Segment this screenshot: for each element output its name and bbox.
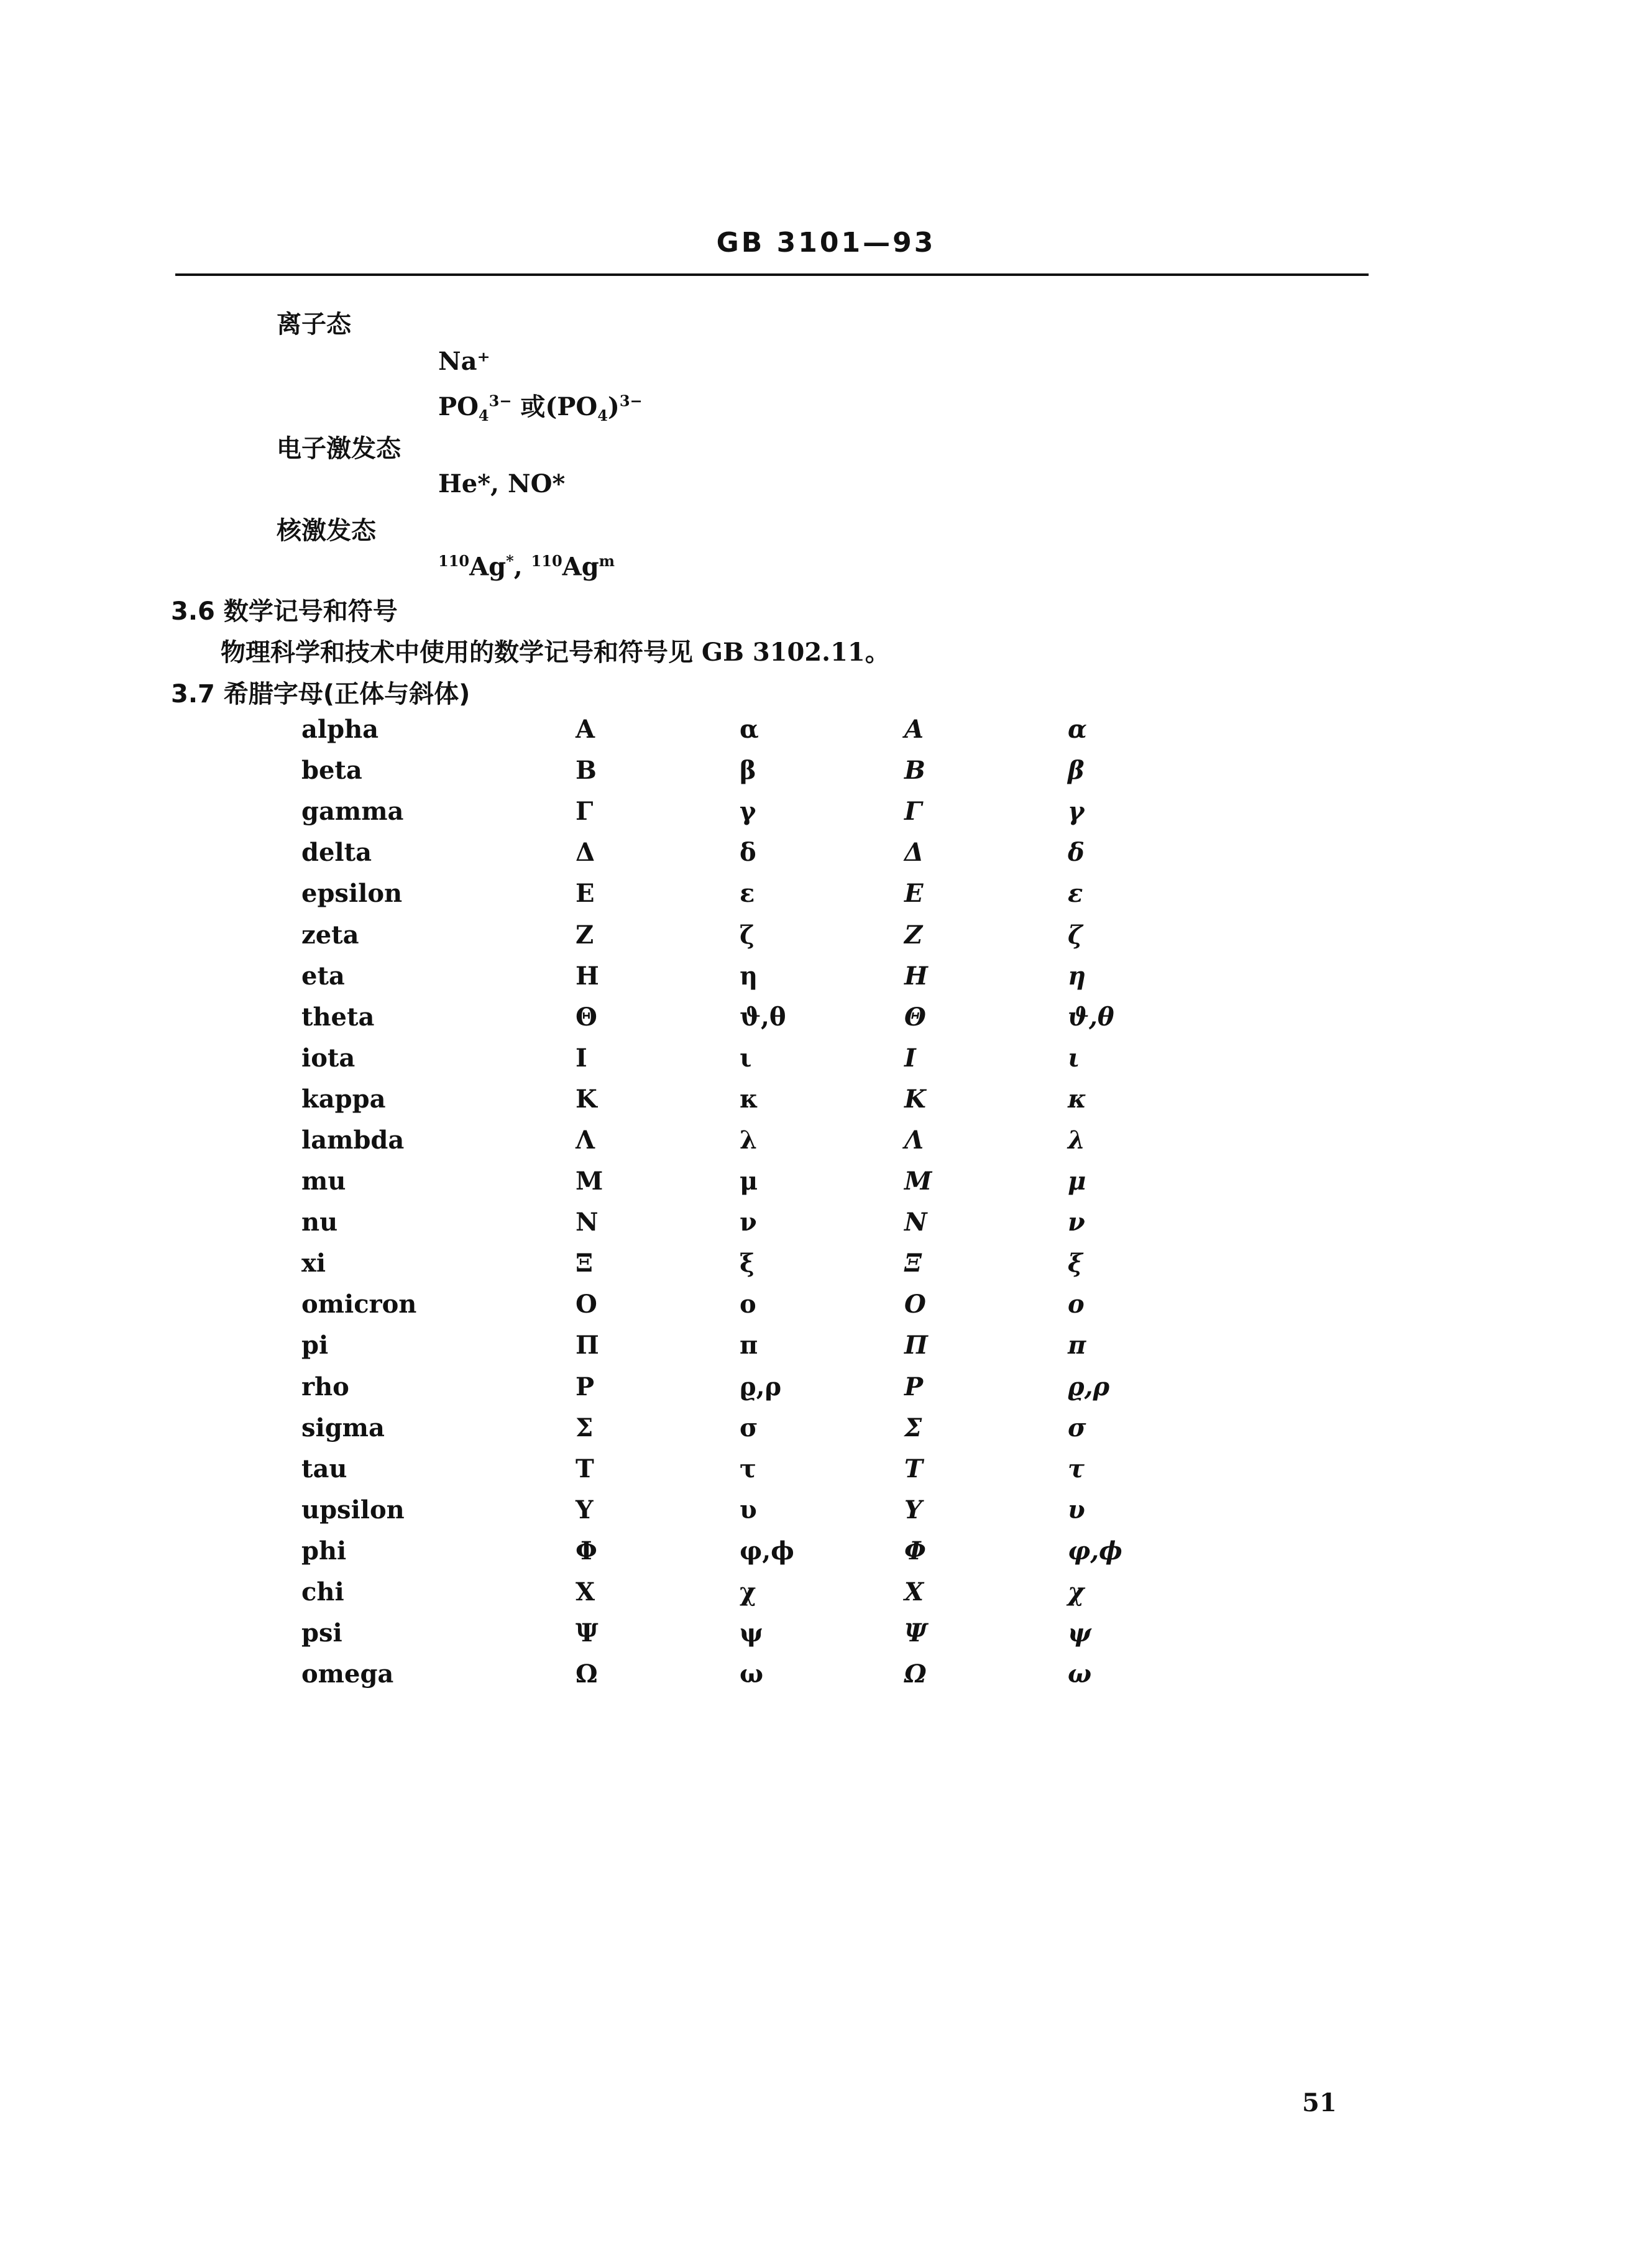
section-3-7-title: 3.7 希腊字母(正体与斜体) (171, 680, 470, 709)
upright-upper: Ε (576, 879, 595, 908)
greek-row-upsilon (0, 1495, 1652, 1536)
greek-name: iota (301, 1043, 356, 1073)
upright-upper: Λ (576, 1126, 595, 1155)
greek-name: epsilon (301, 879, 403, 908)
ag-star: * (506, 552, 514, 570)
greek-name: rho (301, 1372, 349, 1401)
upright-upper: Ζ (576, 920, 594, 950)
upright-upper: Χ (576, 1577, 595, 1607)
italic-lower: β (1068, 756, 1085, 785)
italic-upper: Ν (904, 1208, 927, 1237)
italic-lower: κ (1068, 1085, 1086, 1114)
italic-lower: π (1068, 1331, 1086, 1360)
upright-lower: ϱ,ρ (740, 1372, 782, 1401)
greek-row-xi (0, 1249, 1652, 1290)
italic-upper: Γ (904, 797, 922, 826)
upright-lower: ω (740, 1659, 764, 1689)
nuclear-excited-example (438, 552, 615, 581)
header-rule (175, 273, 1369, 276)
greek-row-iota (0, 1043, 1652, 1085)
greek-row-epsilon (0, 879, 1652, 920)
greek-row-omicron (0, 1290, 1652, 1331)
greek-row-lambda (0, 1126, 1652, 1167)
greek-letter-table (0, 715, 1652, 1709)
italic-upper: Φ (904, 1536, 926, 1566)
section-3-6-title: 3.6 数学记号和符号 (171, 597, 398, 626)
italic-upper: Μ (904, 1167, 932, 1196)
upright-lower: σ (740, 1413, 758, 1442)
italic-upper: Ω (904, 1659, 927, 1689)
po4-sup: 3− (489, 392, 512, 410)
italic-upper: Χ (904, 1577, 924, 1607)
greek-row-theta (0, 1002, 1652, 1043)
upright-lower: ψ (740, 1618, 763, 1648)
italic-upper: Σ (904, 1413, 922, 1442)
greek-name: gamma (301, 797, 404, 826)
italic-upper: Π (904, 1331, 928, 1360)
upright-upper: Α (576, 715, 595, 744)
italic-lower: η (1068, 961, 1086, 991)
upright-upper: Ξ (576, 1249, 594, 1278)
italic-upper: Ι (904, 1043, 916, 1073)
greek-row-alpha (0, 715, 1652, 756)
greek-row-psi (0, 1618, 1652, 1659)
greek-row-rho (0, 1372, 1652, 1413)
electron-excited-label: 电子激发态 (277, 434, 401, 463)
italic-lower: χ (1068, 1577, 1085, 1607)
upright-lower: υ (740, 1495, 757, 1525)
upright-upper: Ψ (576, 1618, 599, 1648)
greek-row-eta (0, 961, 1652, 1002)
upright-upper: Ω (576, 1659, 598, 1689)
italic-upper: Τ (904, 1454, 923, 1484)
upright-lower: ι (740, 1043, 752, 1073)
upright-lower: κ (740, 1085, 758, 1114)
italic-upper: Η (904, 961, 928, 991)
italic-lower: λ (1068, 1126, 1086, 1155)
upright-upper: Ρ (576, 1372, 595, 1401)
upright-upper: Η (576, 961, 599, 991)
upright-lower: ξ (740, 1249, 755, 1278)
italic-lower: μ (1068, 1167, 1086, 1196)
italic-lower: ο (1068, 1290, 1085, 1319)
greek-name: tau (301, 1454, 347, 1484)
italic-lower: α (1068, 715, 1087, 744)
nuclear-excited-label: 核激发态 (277, 516, 376, 545)
page-header-title: GB 3101—93 (716, 227, 936, 259)
upright-upper: Π (576, 1331, 599, 1360)
upright-lower: τ (740, 1454, 756, 1484)
italic-upper: Λ (904, 1126, 924, 1155)
greek-name: xi (301, 1249, 326, 1278)
upright-upper: Ν (576, 1208, 599, 1237)
upright-lower: γ (740, 797, 756, 826)
italic-upper: Ζ (904, 920, 923, 950)
greek-name: sigma (301, 1413, 385, 1442)
upright-lower: β (740, 756, 756, 785)
italic-lower: ε (1068, 879, 1083, 908)
greek-row-kappa (0, 1085, 1652, 1126)
italic-upper: Ε (904, 879, 924, 908)
greek-row-sigma (0, 1413, 1652, 1454)
italic-lower: ζ (1068, 920, 1083, 950)
upright-upper: Δ (576, 838, 595, 867)
greek-name: theta (301, 1002, 375, 1032)
upright-lower: ϑ,θ (740, 1002, 786, 1032)
upright-lower: α (740, 715, 759, 744)
upright-upper: Ι (576, 1043, 587, 1073)
italic-lower: ϑ,θ (1068, 1002, 1114, 1032)
greek-name: eta (301, 961, 345, 991)
upright-upper: Θ (576, 1002, 597, 1032)
greek-name: zeta (301, 920, 359, 950)
greek-name: lambda (301, 1126, 405, 1155)
upright-lower: δ (740, 838, 756, 867)
italic-upper: Θ (904, 1002, 926, 1032)
upright-lower: ε (740, 879, 755, 908)
upright-upper: Μ (576, 1167, 603, 1196)
italic-upper: Υ (904, 1495, 922, 1525)
upright-upper: Φ (576, 1536, 597, 1566)
ionic-example-po4 (438, 387, 643, 424)
greek-name: psi (301, 1618, 342, 1648)
upright-upper: Γ (576, 797, 594, 826)
upright-lower: μ (740, 1167, 758, 1196)
greek-row-phi (0, 1536, 1652, 1577)
upright-upper: Σ (576, 1413, 594, 1442)
upright-lower: ν (740, 1208, 757, 1237)
italic-lower: τ (1068, 1454, 1085, 1484)
greek-row-pi (0, 1331, 1652, 1372)
ag-mass-2: 110 (531, 552, 562, 570)
italic-lower: ψ (1068, 1618, 1091, 1648)
greek-name: delta (301, 838, 372, 867)
italic-lower: υ (1068, 1495, 1085, 1525)
upright-lower: η (740, 961, 758, 991)
greek-name: omega (301, 1659, 394, 1689)
upright-upper: Ο (576, 1290, 597, 1319)
italic-lower: ν (1068, 1208, 1085, 1237)
greek-row-beta (0, 756, 1652, 797)
upright-upper: Κ (576, 1085, 597, 1114)
ag-symbol-2: Ag (562, 552, 599, 582)
greek-name: nu (301, 1208, 338, 1237)
italic-upper: Ρ (904, 1372, 924, 1401)
italic-lower: γ (1068, 797, 1085, 826)
italic-lower: δ (1068, 838, 1085, 867)
po4-close: ) (607, 392, 620, 421)
italic-upper: Δ (904, 838, 924, 867)
greek-name: kappa (301, 1085, 386, 1114)
italic-lower: ξ (1068, 1249, 1083, 1278)
italic-lower: ϱ,ρ (1068, 1372, 1110, 1401)
greek-row-delta (0, 838, 1652, 879)
ionic-state-label: 离子态 (277, 310, 351, 339)
upright-lower: φ,ϕ (740, 1536, 794, 1566)
upright-lower: ο (740, 1290, 756, 1319)
page-number: 51 (1302, 2088, 1337, 2117)
upright-lower: π (740, 1331, 758, 1360)
italic-upper: Α (904, 715, 924, 744)
po4-sub: 4 (478, 406, 489, 424)
upright-upper: Υ (576, 1495, 594, 1525)
italic-upper: Ψ (904, 1618, 927, 1648)
greek-row-omega (0, 1659, 1652, 1700)
po4-or: 或(PO (512, 392, 598, 421)
italic-lower: ι (1068, 1043, 1080, 1073)
greek-name: pi (301, 1331, 329, 1360)
greek-name: omicron (301, 1290, 417, 1319)
italic-lower: φ,ϕ (1068, 1536, 1122, 1566)
electron-excited-example: He*, NO* (438, 469, 566, 498)
italic-upper: Β (904, 756, 925, 785)
greek-name: beta (301, 756, 362, 785)
upright-lower: ζ (740, 920, 755, 950)
greek-name: phi (301, 1536, 347, 1566)
italic-upper: Ξ (904, 1249, 922, 1278)
greek-name: mu (301, 1167, 346, 1196)
po4-sub2: 4 (597, 406, 608, 424)
greek-row-chi (0, 1577, 1652, 1618)
po4-sup2: 3− (619, 392, 643, 410)
italic-upper: Ο (904, 1290, 926, 1319)
italic-lower: ω (1068, 1659, 1092, 1689)
italic-lower: σ (1068, 1413, 1086, 1442)
ag-sep: , (513, 552, 531, 582)
greek-name: upsilon (301, 1495, 405, 1525)
ag-mass-1: 110 (438, 552, 470, 570)
upright-upper: Β (576, 756, 597, 785)
upright-lower: χ (740, 1577, 756, 1607)
greek-row-zeta (0, 920, 1652, 961)
upright-lower: λ (740, 1126, 758, 1155)
greek-name: chi (301, 1577, 344, 1607)
ionic-example-na: Na⁺ (438, 347, 490, 376)
upright-upper: Τ (576, 1454, 594, 1484)
greek-name: alpha (301, 715, 379, 744)
greek-row-mu (0, 1167, 1652, 1208)
section-3-6-body: 物理科学和技术中使用的数学记号和符号见 GB 3102.11。 (221, 638, 890, 667)
italic-upper: Κ (904, 1085, 926, 1114)
greek-row-nu (0, 1208, 1652, 1249)
ag-symbol-1: Ag (469, 552, 507, 582)
greek-row-gamma (0, 797, 1652, 838)
greek-row-tau (0, 1454, 1652, 1495)
ag-metastable: m (599, 552, 615, 570)
po4-base: PO (438, 392, 479, 421)
